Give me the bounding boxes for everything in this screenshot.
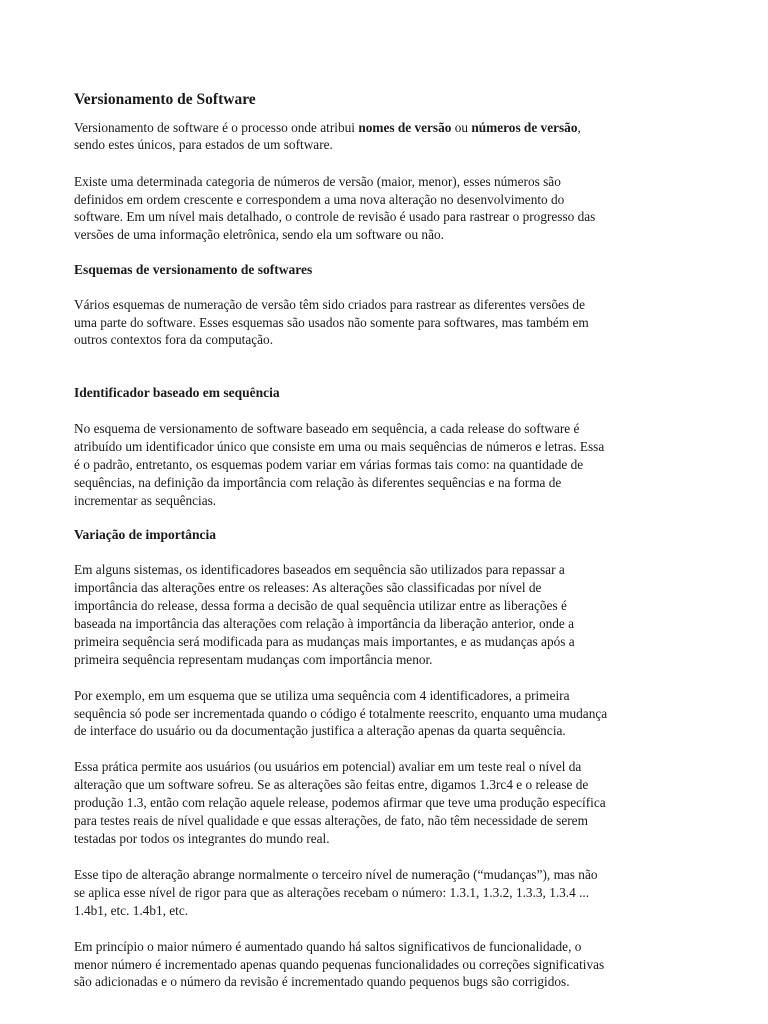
paragraph-line: 1.4b1, etc. 1.4b1, etc. (74, 903, 189, 918)
paragraph-line: sequências, na definição da importância com relação às diferentes sequências e na forma de (74, 475, 562, 490)
paragraph-line: primeira sequência representam mudanças com importância menor. (74, 652, 433, 667)
document-title: Versionamento de Software (74, 91, 256, 108)
intro-text-2: ou (451, 120, 472, 135)
intro-text-3: , (577, 120, 581, 135)
heading-importance-variation: Variação de importância (74, 527, 216, 542)
paragraph-line: Esse tipo de alteração abrange normalmente o terceiro nível de numeração (“mudanças”), mas não (74, 867, 598, 882)
paragraph-line: baseada na importância das alterações com relação à importância da liberação anterior, onde a (74, 616, 575, 631)
heading-versioning-schemes: Esquemas de versionamento de softwares (74, 262, 313, 277)
paragraph-line: definidos em ordem crescente e correspondem a uma nova alteração no desenvolvimento do (74, 192, 565, 207)
bold-term-version-numbers: números de versão (471, 120, 578, 135)
paragraph-line: software. Em um nível mais detalhado, o controle de revisão é usado para rastrear o progresso das (74, 209, 596, 224)
bold-term-version-names: nomes de versão (358, 120, 452, 135)
paragraph-line: No esquema de versionamento de software baseado em sequência, a cada release do software é (74, 421, 580, 436)
paragraph-line: Em alguns sistemas, os identificadores baseados em sequência são utilizados para repassar a (74, 562, 565, 577)
paragraph-line: Em princípio o maior número é aumentado quando há saltos significativos de funcionalidade, o (74, 939, 582, 954)
paragraph-line: Por exemplo, em um esquema que se utiliza uma sequência com 4 identificadores, a primeira (74, 688, 570, 703)
paragraph-line: sequência só pode ser incrementada quando o código é totalmente reescrito, enquanto uma mudança (74, 706, 608, 721)
paragraph-line: importância das alterações entre os releases: As alterações são classificadas por nível de (74, 580, 542, 595)
intro-text-1: Versionamento de software é o processo onde atribui (74, 120, 359, 135)
paragraph-line: atribuído um identificador único que consiste em uma ou mais sequências de números e letras. Essa (74, 439, 605, 454)
paragraph-line: importância do release, dessa forma a decisão de qual sequência utilizar entre as liberações é (74, 598, 567, 613)
paragraph-line: Vários esquemas de numeração de versão têm sido criados para rastrear as diferentes versões de (74, 297, 585, 312)
intro-line-1 (74, 119, 581, 137)
paragraph-line: outros contextos fora da computação. (74, 332, 274, 347)
paragraph-line: Existe uma determinada categoria de números de versão (maior, menor), esses números são (74, 174, 561, 189)
intro-line-2: sendo estes únicos, para estados de um software. (74, 137, 333, 152)
paragraph-line: versões de uma informação eletrônica, sendo ela um software ou não. (74, 227, 444, 242)
paragraph-line: uma parte do software. Esses esquemas são usados não somente para softwares, mas também em (74, 315, 589, 330)
paragraph-line: testadas por todos os integrantes do mundo real. (74, 831, 330, 846)
paragraph-line: é o padrão, entretanto, os esquemas podem variar em várias formas tais como: na quantidade de (74, 457, 584, 472)
paragraph-line: são adicionadas e o número da revisão é incrementado quando pequenos bugs são corrigidos. (74, 974, 570, 989)
paragraph-line: alteração que um software sofreu. Se as alterações são feitas entre, digamos 1.3rc4 e o release de (74, 777, 589, 792)
heading-sequence-identifier: Identificador baseado em sequência (74, 385, 280, 400)
paragraph-line: primeira sequência será modificada para as mudanças mais importantes, e as mudanças após a (74, 634, 575, 649)
paragraph-line: para testes reais de nível qualidade e que essas alterações, de fato, não têm necessidade de serem (74, 813, 588, 828)
paragraph-line: se aplica esse nível de rigor para que as alterações recebam o número: 1.3.1, 1.3.2, 1.3.3, 1.3.4 ... (74, 885, 590, 900)
paragraph-line: produção 1.3, então com relação aquele release, podemos afirmar que teve uma produção específica (74, 795, 606, 810)
paragraph-line: Essa prática permite aos usuários (ou usuários em potencial) avaliar em um teste real o nível da (74, 759, 582, 774)
paragraph-line: menor número é incrementado apenas quando pequenas funcionalidades ou correções significativas (74, 957, 605, 972)
paragraph-line: de interface do usuário ou da documentação justifica a alteração apenas da quarta sequência. (74, 723, 566, 738)
paragraph-line: incrementar as sequências. (74, 493, 217, 508)
